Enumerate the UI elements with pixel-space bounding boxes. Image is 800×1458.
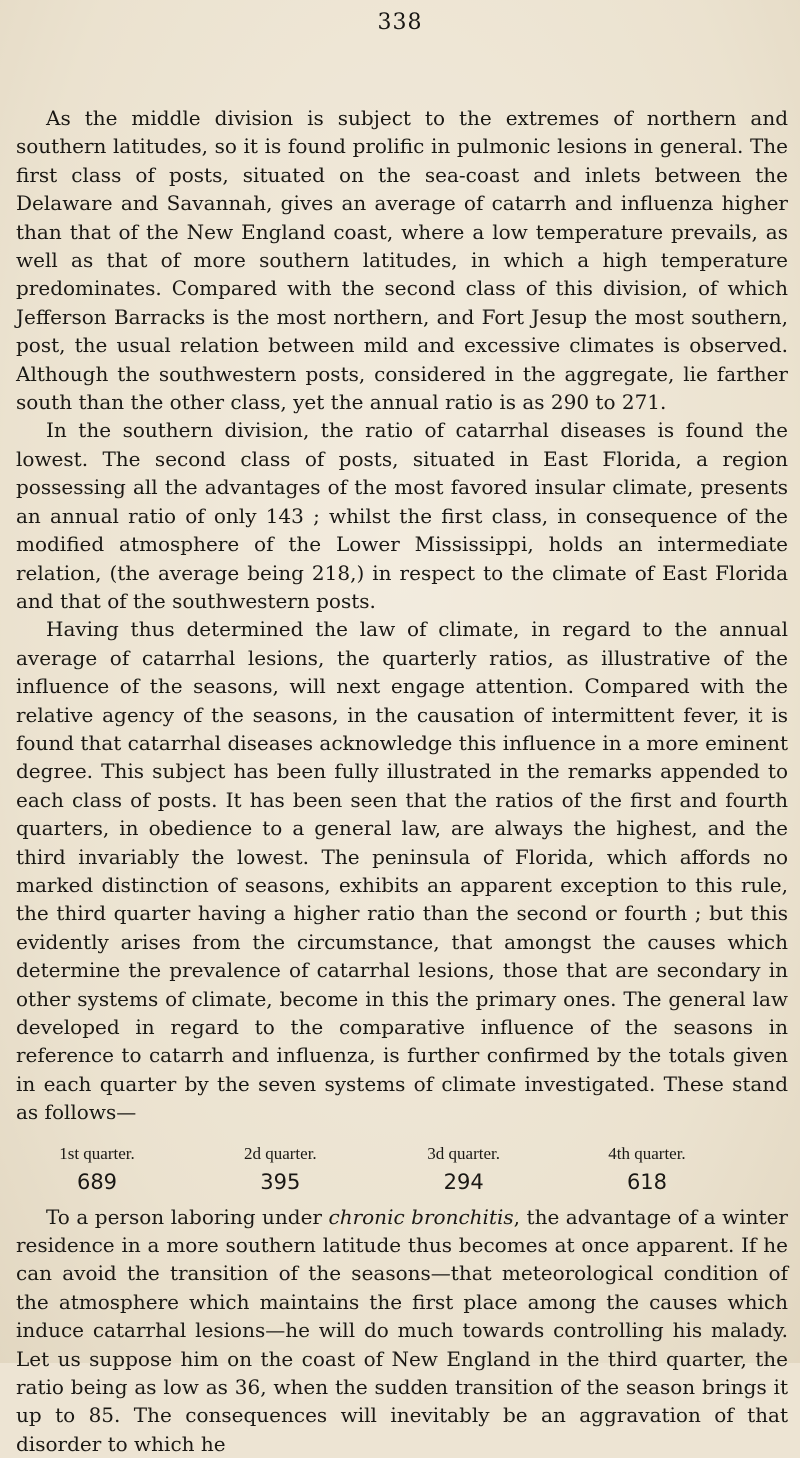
final-text-after: , the advantage of a winter residence in a more southern latitude thus becomes at once apparent. If he can avoid the transition of the seasons—that meteorological condition of the atmosphere which maintains the first place among the causes which induce catarrhal lesions—he will do much towards controlling his malady. Let us suppose him on the coast of New England in the third quarter, the ratio being as low as 36, when the sudden transition of the season brings it up to 85. The consequences will inevitably be an aggravation of that disorder to which he <box>16 1204 788 1456</box>
quarter-value: 689 <box>76 1169 118 1194</box>
quarter-label: 4th quarter. <box>608 1143 686 1163</box>
quarter-label: 3d quarter. <box>427 1143 500 1163</box>
paragraph-seasons: Having thus determined the law of climate, in regard to the annual average of catarrhal lesions, the quarterly ratios, as illustrative of the influence of the seasons, will next engage attention. Compared with the relative agency of the seasons, in the causation of intermittent fever, it is found that catarrhal diseases acknowledge this influence in a more eminent degree. This subject has been fully illustrated in the remarks appended to each class of posts. It has been seen that the ratios of the first and fourth quarters, in obedience to a general law, are always the highest, and the third invariably the lowest. The peninsula of Florida, which affords no marked distinction of seasons, exhibits an apparent exception to this rule, the third quarter having a higher ratio than the second or fourth ; but this evidently arises from the circumstance, that amongst the causes which determine the prevalence of catarrhal lesions, those that are secondary in other systems of climate, become in this the primary ones. The general law developed in regard to the comparative influence of the seasons in reference to catarrh and influenza, is further confirmed by the totals given in each quarter by the seven systems of climate investigated. These stand as follows— <box>16 617 788 1125</box>
quarter-label: 1st quarter. <box>59 1143 135 1163</box>
quarter-value: 395 <box>260 1169 301 1194</box>
quarter-label: 2d quarter. <box>243 1143 317 1163</box>
quarterly-totals-table <box>32 1141 712 1197</box>
quarter-column <box>32 1141 162 1197</box>
quarter-value: 618 <box>626 1169 668 1194</box>
body-text <box>16 104 788 1458</box>
final-text-before: To a person laboring under <box>46 1204 329 1229</box>
quarter-column <box>399 1141 529 1197</box>
quarter-column <box>582 1141 712 1197</box>
paragraph-middle-division: As the middle division is subject to the extremes of northern and southern latitudes, so it is found prolific in pulmonic lesions in general. The first class of posts, situated on the sea-coast and inlets between the Delaware and Savannah, gives an average of catarrh and influenza higher than that of the New England coast, where a low temperature prevails, as well as that of more southern latitudes, in which a high temperature predominates. Compared with the second class of this division, of which Jefferson Barracks is the most northern, and Fort Jesup the most southern, post, the usual relation between mild and excessive climates is observed. Although the southwestern posts, considered in the aggregate, lie farther south than the other class, yet the annual ratio is as 290 to 271. <box>16 106 788 415</box>
quarter-column <box>215 1141 345 1197</box>
paragraph-chronic-bronchitis <box>16 1203 788 1458</box>
final-text-italic: chronic bronchitis <box>328 1204 514 1229</box>
quarter-value: 294 <box>443 1169 484 1194</box>
page-number: 338 <box>377 10 423 35</box>
paragraph-southern-division: In the southern division, the ratio of catarrhal diseases is found the lowest. The second class of posts, situated in East Florida, a region possessing all the advantages of the most favored insular climate, presents an annual ratio of only 143 ; whilst the first class, in consequence of the modified atmosphere of the Lower Mississippi, holds an intermediate relation, (the average being 218,) in respect to the climate of East Florida and that of the southwestern posts. <box>16 418 788 613</box>
